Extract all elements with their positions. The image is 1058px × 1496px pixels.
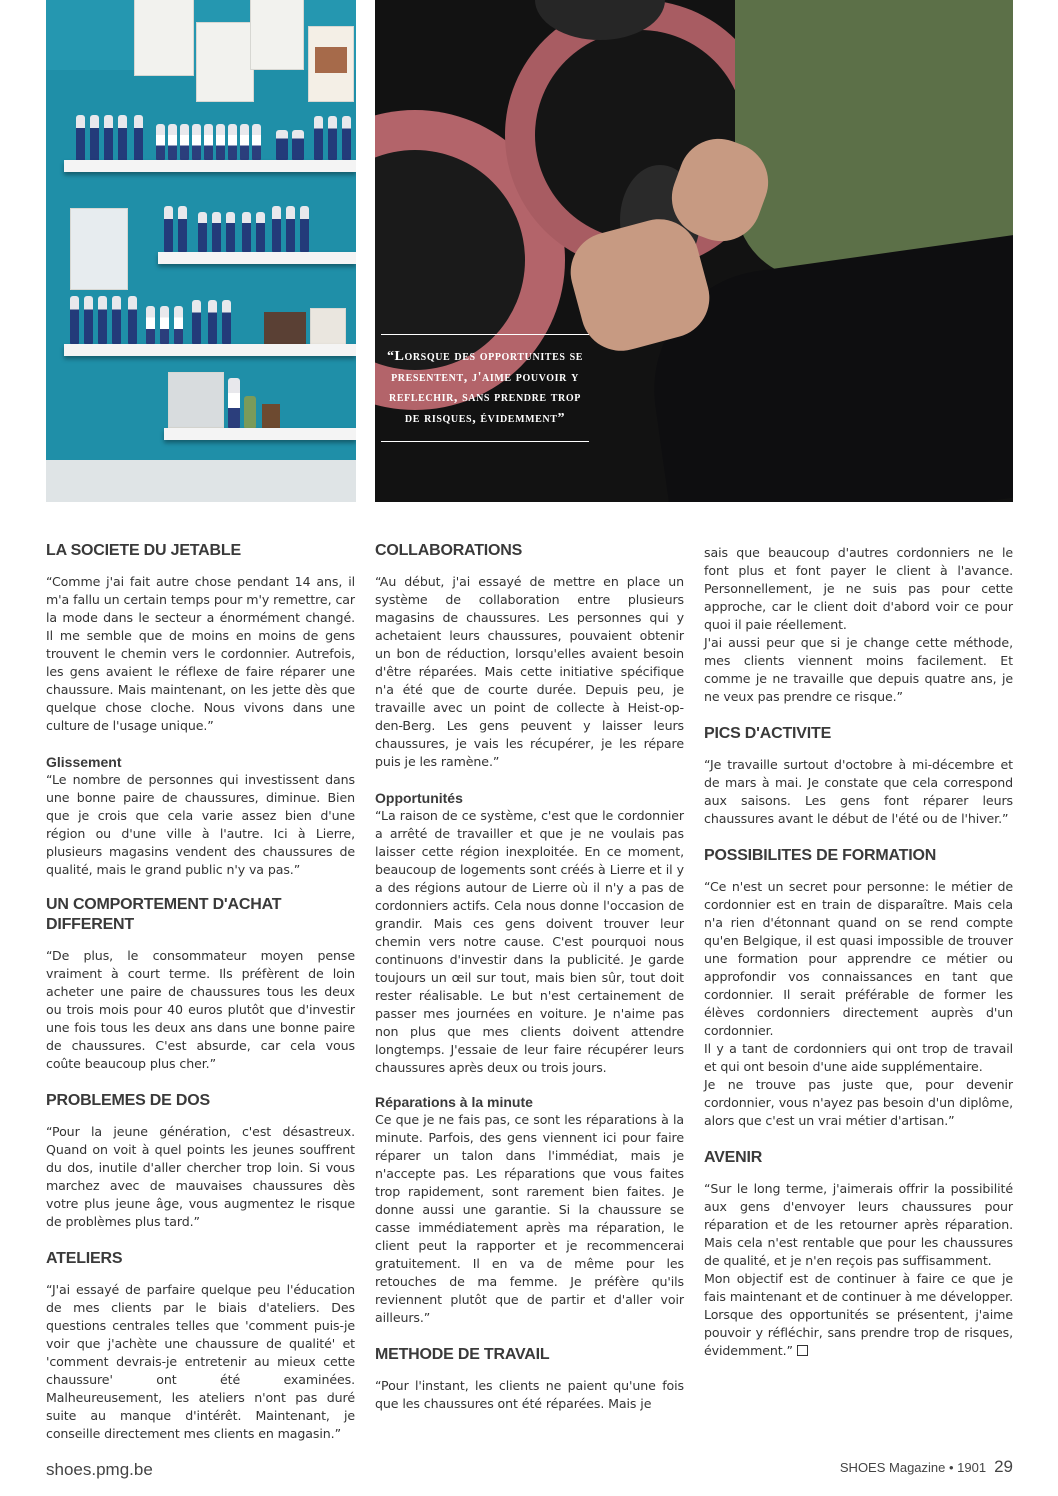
shop-shelves-photo (46, 0, 356, 502)
paragraph-final-text: Mon objectif est de continuer à faire ce que je fais maintenant et de continuer à me développer. Lorsque des opportunités se présentent, j'aime pouvoir y réfléchir, sans prendre trop de risques, évidemment.” (704, 1271, 1013, 1358)
paragraph: “La raison de ce système, c'est que le cordonnier a arrêté de travailler et que je ne voulais pas laisser cette région inexploitée. En ce moment, beaucoup de logements sont créés à Lierre et il y a des régions autour de Lierre où il n'y a pas de cordonniers actifs. Cela nous donne l'occasion de grandir. Mais ces gens doivent trouver leur chemin vers notre cause. C'est pourquoi nous continuons d'investir dans la publicité. Je garde toujours un œil sur tout, mais bien sûr, tout doit rester réalisable. Le but n'est certainement de passer mes journées en voiture. Je n'aime pas non plus que mes clients doivent attendre longtemps. J'essaie de leur faire récupérer leurs chaussures après deux ou trois jours. (375, 808, 684, 1075)
page-footer (840, 1457, 1013, 1477)
paragraph: “Au début, j'ai essayé de mettre en place un système de collaboration entre plusieurs magasins de chaussures. Les personnes qui y achetaient leurs chaussures, pouvaient obtenir un bon de réduction, lorsqu'elles avaient besoin d'être réparées. Mais cette initiative spécifique n'a été que de courte durée. Depuis peu, je travaille avec un point de collecte à Heist-op-den-Berg. Les gens peuvent y laisser leurs chaussures, je vais les récupérer, je les répare puis je les ramène.” (375, 574, 684, 769)
paragraph: Il y a tant de cordonniers qui ont trop de travail et qui ont besoin d'une aide supplémentaire. (704, 1041, 1013, 1074)
product-display (70, 208, 128, 290)
paragraph: “Sur le long terme, j'aimerais offrir la possibilité aux gens d'envoyer leurs chaussures pour réparation et de les retourner après réparation. Mais cela n'est rentable que pour les chaussures de qualité, et je n'en reçois pas suffisamment. (704, 1181, 1013, 1268)
section-heading: PICS D'ACTIVITE (704, 725, 832, 742)
paragraph-final (704, 1270, 1013, 1360)
paragraph: Je ne trouve pas juste que, pour devenir cordonnier, vous n'ayez pas besoin d'un diplôme, alors que c'est un vrai métier d'artisan.” (704, 1077, 1013, 1128)
magazine-issue: SHOES Magazine • 1901 (839, 1460, 987, 1475)
paragraph: “Ce n'est un secret pour personne: le métier de cordonnier est en train de disparaître. Mais cela n'a rien d'étonnant quand on se rend compte qu'en Belgique, il est quasi impossible de trouver une formation pour apprendre ce métier ou approfondir vos connaissances en tant que cordonnier. Il serait préférable de former les élèves cordonniers directement auprès d'un cordonnier. (704, 879, 1013, 1038)
paragraph: “Comme j'ai fait autre chose pendant 14 ans, il m'a fallu un certain temps pour m'y remettre, car la mode dans le secteur a énormément changé. Il me semble que de moins en moins de gens trouvent le chemin vers le cordonnier. Autrefois, les gens avaient le réflexe de faire réparer une chaussure. Mais maintenant, on les jette dès que quelque chose cloche. Nous vivons dans une culture de l'usage unique.” (46, 574, 355, 733)
shelf (64, 344, 356, 356)
section-heading: POSSIBILITES DE FORMATION (704, 847, 937, 864)
shelf (64, 160, 356, 172)
section-heading: PROBLEMES DE DOS (46, 1092, 210, 1109)
article-column-1 (46, 541, 355, 1461)
cobbler-machine-photo (375, 0, 1013, 502)
green-shirt (735, 0, 1013, 280)
section-heading: METHODE DE TRAVAIL (375, 1346, 550, 1363)
section-heading: LA SOCIETE DU JETABLE (46, 542, 241, 559)
section-heading: UN COMPORTEMENT D'ACHAT DIFFERENT (46, 896, 282, 933)
paragraph: “Pour la jeune génération, c'est désastreux. Quand on voit à quel points les jeunes souffrent du dos, inutile d'aller chercher trop loin. Si vous marchez avec de mauvaises chaussures dès votre plus jeune âge, vous augmentez le risque de problèmes plus tard.” (46, 1124, 355, 1229)
section-heading: AVENIR (704, 1149, 763, 1166)
section-heading: COLLABORATIONS (375, 542, 523, 559)
paragraph: “J'ai essayé de parfaire quelque peu l'éducation de mes clients par le biais d'ateliers. Des questions centrales telles que 'comment puis-je voir que j'achète une chaussure de qualité' et 'comment devrais-je entretenir au mieux cette chaussure' ont été examinées. Malheureusement, les ateliers n'ont pas duré suite au manque d'intérêt. Maintenant, je conseille directement mes clients en magasin.” (46, 1282, 355, 1441)
paragraph: “Le nombre de personnes qui investissent dans une bonne paire de chaussures, diminue. Bien que je crois que cela varie assez bien d'une région ou d'une ville à l'autre. Ici à Lierre, plusieurs magasins vendent des chaussures de qualité, mais le grand public n'y va pas.” (46, 772, 355, 877)
poster (196, 22, 254, 102)
paragraph: J'ai aussi peur que si je change cette méthode, mes clients viennent moins facilement. Et comme je ne travaille que depuis quatre ans, je ne veux pas prendre ce risque.” (704, 635, 1013, 704)
section-heading: ATELIERS (46, 1250, 123, 1267)
shelf (164, 428, 356, 440)
paragraph: “De plus, le consommateur moyen pense vraiment à court terme. Ils préfèrent de loin acheter une paire de chaussures tous les deux ou trois mois pour 40 euros plutôt que d'investir une fois tous les deux ans dans une bonne paire de chaussures. C'est absurde, car cela vous coûte beaucoup plus cher.” (46, 948, 355, 1071)
poster (134, 0, 194, 76)
page-number: 29 (994, 1457, 1013, 1476)
shelf (158, 252, 356, 264)
article-column-3 (704, 544, 1013, 1378)
paragraph: “Pour l'instant, les clients ne paient qu'une fois que les chaussures ont été réparées. Mais je (375, 1378, 684, 1411)
subheading: Réparations à la minute (375, 1094, 533, 1110)
poster (250, 0, 304, 70)
end-of-article-icon (797, 1345, 808, 1356)
paragraph: “Je travaille surtout d'octobre à mi-décembre et de mars à mai. Je constate que cela correspond aux saisons. Les gens font réparer leurs chaussures avant le début de l'été ou de l'hiver.” (704, 757, 1013, 826)
pull-quote: “Lorsque des opportunites se presentent, j'aime pouvoir y reflechir, sans prendre trop de risques, évidemment” (381, 334, 589, 442)
subheading: Glissement (46, 754, 122, 770)
paragraph: sais que beaucoup d'autres cordonniers ne le font plus et font payer le client à l'avance. Personnellement, je ne suis pas pour cette approche, car le client doit d'abord voir ce pour quoi il paie réellement. (704, 545, 1013, 632)
website-url[interactable]: shoes.pmg.be (46, 1460, 153, 1479)
paragraph: Ce que je ne fais pas, ce sont les réparations à la minute. Parfois, des gens viennent ici pour faire réparer un talon dans l'immédiat, mais je n'accepte pas. Les réparations que vous faites trop rapidement, sont rarement bien faites. Je donne aussi une garantie. Si la chaussure se casse immédiatement après ma réparation, le client peut la rapporter et je recommencerai gratuitement. Il en va de même pour les retouches de ma femme. Je préfère qu'ils reviennent plutôt que de partir et d'aller voir ailleurs.” (375, 1112, 684, 1325)
article-column-2 (375, 541, 684, 1431)
poster (308, 26, 354, 102)
subheading: Opportunités (375, 790, 463, 806)
